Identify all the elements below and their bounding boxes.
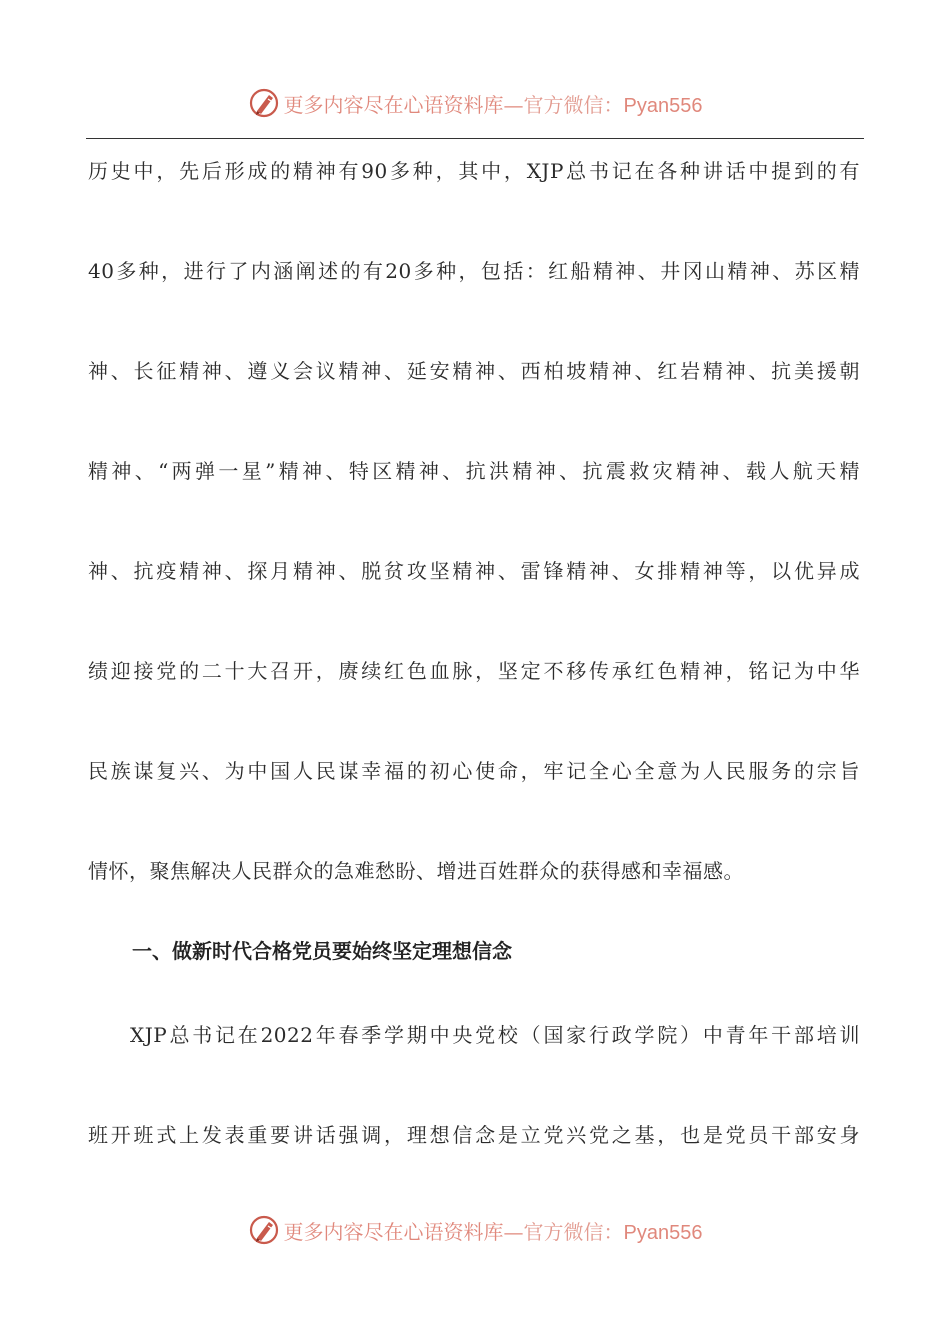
paragraph-line: 绩迎接党的二十大召开，赓续红色血脉，坚定不移传承红色精神，铭记为中华: [88, 659, 860, 683]
watermark-brand: 更多内容尽在心语资料库: [283, 1219, 504, 1244]
watermark-separator: —: [503, 1219, 524, 1244]
paragraph-line: XJP总书记在2022年春季学期中央党校（国家行政学院）中青年干部培训: [130, 1023, 860, 1047]
watermark-wechat-id: Pyan556: [623, 1221, 703, 1244]
paragraph-line: 情怀，聚焦解决人民群众的急难愁盼、增进百姓群众的获得感和幸福感。: [88, 859, 744, 883]
paragraph-line: 民族谋复兴、为中国人民谋幸福的初心使命，牢记全心全意为人民服务的宗旨: [88, 759, 860, 783]
watermark-wechat-label: 官方微信：: [523, 92, 624, 117]
pen-logo-icon: [248, 1214, 280, 1246]
paragraph-line: 班开班式上发表重要讲话强调，理想信念是立党兴党之基，也是党员干部安身: [88, 1123, 860, 1147]
paragraph-line: 40多种，进行了内涵阐述的有20多种，包括：红船精神、井冈山精神、苏区精: [88, 259, 860, 283]
section-heading: 一、做新时代合格党员要始终坚定理想信念: [132, 939, 512, 963]
watermark-separator: —: [503, 92, 524, 117]
paragraph-line: 精神、“两弹一星”精神、特区精神、抗洪精神、抗震救灾精神、载人航天精: [88, 459, 860, 483]
paragraph-line: 神、长征精神、遵义会议精神、延安精神、西柏坡精神、红岩精神、抗美援朝: [88, 359, 860, 383]
paragraph-line: 历史中，先后形成的精神有90多种，其中，XJP总书记在各种讲话中提到的有: [88, 159, 860, 183]
watermark-wechat-label: 官方微信：: [523, 1219, 624, 1244]
watermark-text: [284, 89, 703, 118]
watermark-wechat-id: Pyan556: [623, 94, 703, 117]
footer-watermark: [0, 1210, 950, 1250]
header-watermark: [0, 83, 950, 123]
watermark-brand: 更多内容尽在心语资料库: [283, 92, 504, 117]
header-divider: [86, 138, 864, 139]
pen-logo-icon: [248, 87, 280, 119]
paragraph-line: 神、抗疫精神、探月精神、脱贫攻坚精神、雷锋精神、女排精神等，以优异成: [88, 559, 860, 583]
watermark-text: [284, 1216, 703, 1245]
